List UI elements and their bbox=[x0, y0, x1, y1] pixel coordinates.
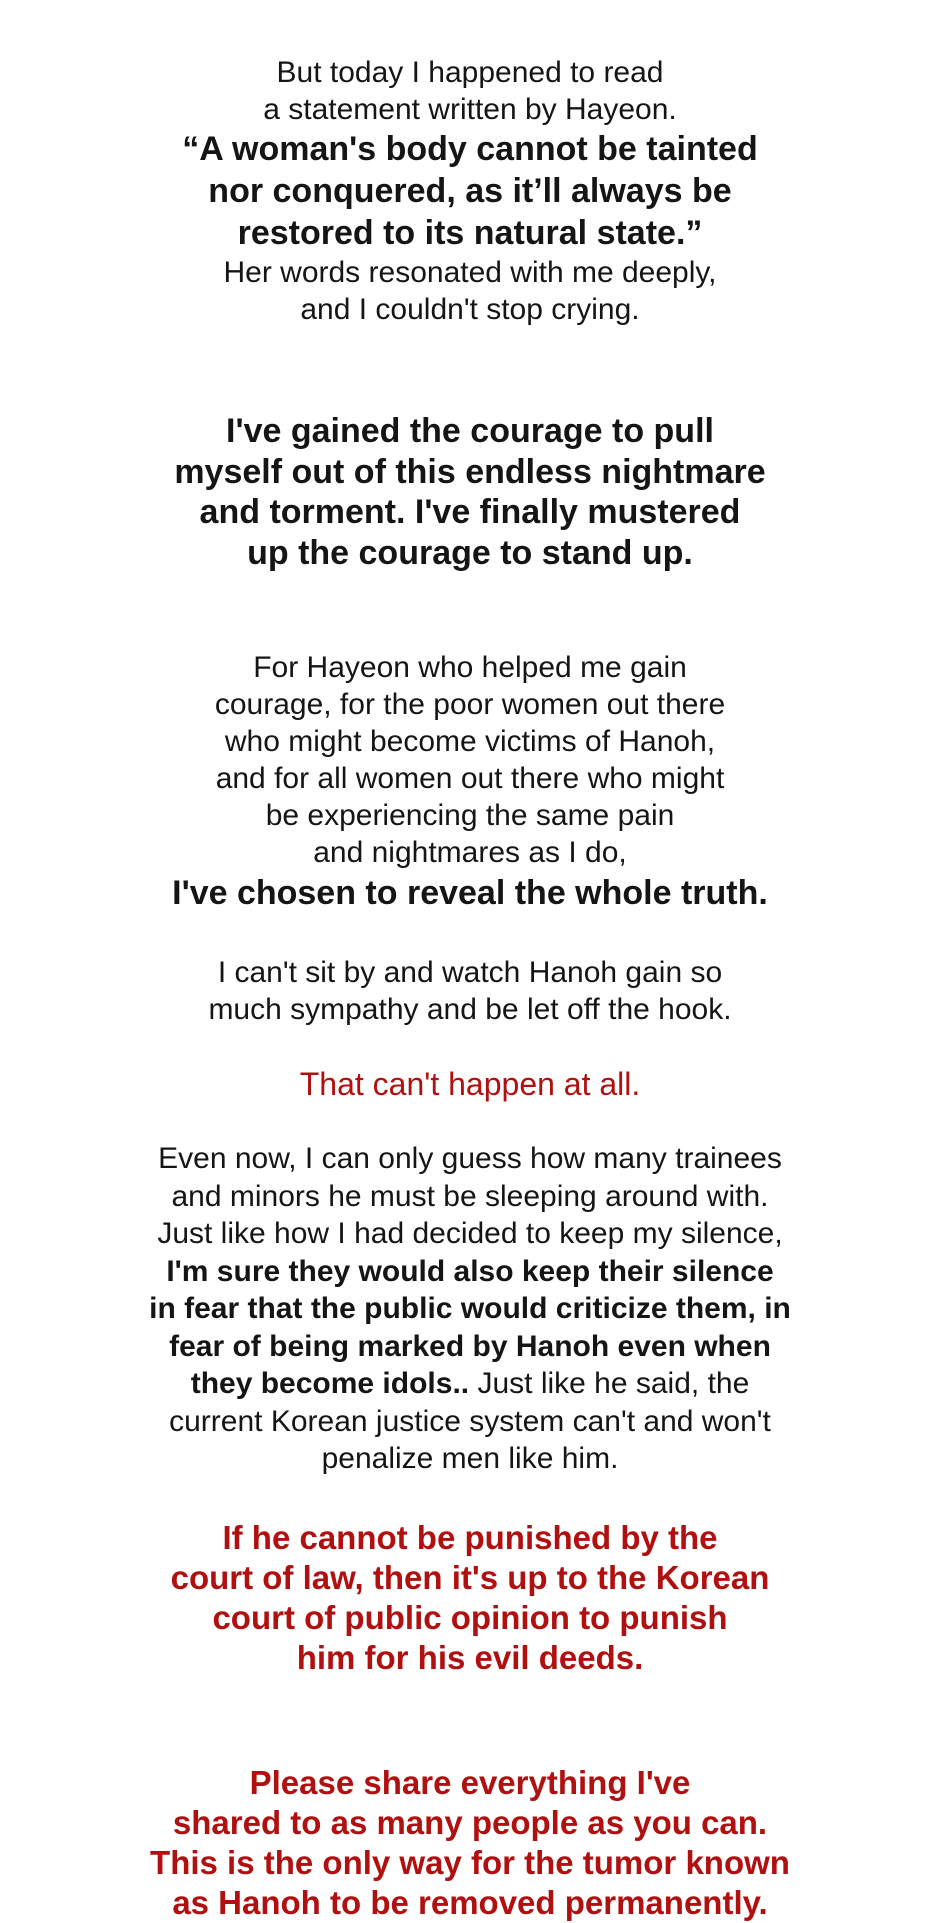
bold-fragment: they become idols.. bbox=[190, 1367, 470, 1400]
text-line: But today I happened to read bbox=[276, 56, 664, 89]
quote-line: “A woman's body cannot be tainted bbox=[182, 130, 758, 168]
bold-line: I'm sure they would also keep their silence bbox=[166, 1254, 774, 1288]
text-line: a statement written by Hayeon. bbox=[263, 93, 677, 126]
text-line: be experiencing the same pain bbox=[265, 799, 675, 832]
text-line: and I couldn't stop crying. bbox=[300, 293, 640, 326]
text-line: I can't sit by and watch Hanoh gain so bbox=[217, 956, 723, 989]
red-line: If he cannot be punished by the bbox=[222, 1519, 718, 1556]
punish-paragraph bbox=[0, 1518, 940, 1678]
bold-line: fear of being marked by Hanoh even when bbox=[169, 1329, 771, 1363]
text-line: For Hayeon who helped me gain bbox=[253, 651, 687, 684]
bold-line: and torment. I've finally mustered bbox=[199, 493, 741, 531]
text-line: and nightmares as I do, bbox=[313, 836, 627, 869]
text-line: courage, for the poor women out there bbox=[214, 688, 726, 721]
red-line: court of law, then it's up to the Korean bbox=[170, 1559, 770, 1596]
quote-line: restored to its natural state.” bbox=[237, 214, 703, 252]
bold-line: in fear that the public would criticize them, in bbox=[149, 1292, 791, 1325]
bold-line: up the courage to stand up. bbox=[247, 533, 693, 572]
intro-paragraph bbox=[0, 54, 940, 328]
bold-line: I've gained the courage to pull bbox=[226, 412, 714, 450]
text-line: Just like how I had decided to keep my silence, bbox=[157, 1217, 783, 1250]
mixed-line bbox=[0, 1365, 940, 1403]
text-line: Her words resonated with me deeply, bbox=[223, 256, 717, 289]
bold-line: myself out of this endless nightmare bbox=[174, 452, 766, 491]
red-statement bbox=[0, 1064, 940, 1104]
text-line: much sympathy and be let off the hook. bbox=[208, 993, 732, 1026]
red-line: court of public opinion to punish bbox=[212, 1599, 728, 1636]
text-line: current Korean justice system can't and won't bbox=[169, 1404, 771, 1438]
red-line: This is the only way for the tumor known bbox=[150, 1844, 790, 1881]
text-line: Even now, I can only guess how many trainees bbox=[158, 1142, 782, 1175]
text-fragment: Just like he said, the bbox=[469, 1367, 750, 1400]
share-paragraph bbox=[0, 1763, 940, 1923]
text-line: and minors he must be sleeping around with. bbox=[171, 1179, 769, 1213]
red-line: That can't happen at all. bbox=[299, 1066, 641, 1102]
courage-paragraph bbox=[0, 411, 940, 573]
bold-line: I've chosen to reveal the whole truth. bbox=[172, 874, 768, 912]
red-line: as Hanoh to be removed permanently. bbox=[172, 1884, 768, 1921]
sympathy-paragraph bbox=[0, 954, 940, 1028]
silence-paragraph bbox=[0, 1140, 940, 1478]
red-line: him for his evil deeds. bbox=[296, 1639, 644, 1676]
red-line: shared to as many people as you can. bbox=[172, 1804, 768, 1841]
red-line: Please share everything I've bbox=[249, 1764, 691, 1801]
text-line: and for all women out there who might bbox=[215, 762, 725, 795]
truth-paragraph bbox=[0, 649, 940, 915]
text-line: who might become victims of Hanoh, bbox=[224, 725, 716, 758]
quote-line: nor conquered, as it’ll always be bbox=[208, 172, 732, 210]
text-line: penalize men like him. bbox=[321, 1442, 619, 1475]
